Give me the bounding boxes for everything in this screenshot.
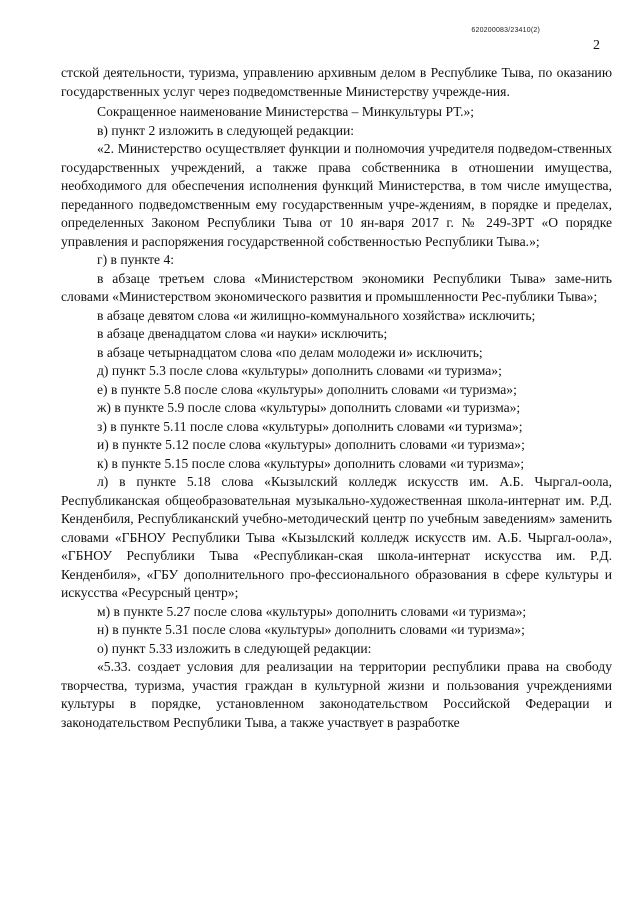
paragraph-abzac-12: в абзаце двенадцатом слова «и науки» исключить;: [97, 326, 388, 341]
paragraph-continuation: стской деятельности, туризма, управлению архивным делом в Республике Тыва, по оказанию государственных услуг через подведомственные Министерству учрежде-ния.: [61, 65, 612, 99]
paragraph-item-l: л) в пункте 5.18 слова «Кызылский колледж искусств им. А.Б. Чыргал-оола, Республиканская общеобразовательная музыкально-художественная школа-интернат им. Р.Д. Кенденбиля, Республиканский учебно-методический центр по учебным заведениям» заменить словами «ГБНОУ Республики Тыва «Кызылский колледж искусств им. А.Б. Чыргал-оола», «ГБНОУ Республики Тыва «Республикан-ская школа-интернат искусства им. Р.Д. Кенденбиля», «ГБУ дополнительного про-фессионального образования в сфере культуры и искусства «Ресурсный центр»;: [61, 474, 612, 600]
paragraph-item-n: н) в пункте 5.31 после слова «культуры» дополнить словами «и туризма»;: [97, 622, 525, 637]
paragraph-abzac-9: в абзаце девятом слова «и жилищно-коммунального хозяйства» исключить;: [97, 307, 536, 323]
paragraph-item-g: г) в пункте 4:: [97, 252, 175, 267]
paragraph-abzac-14: в абзаце четырнадцатом слова «по делам молодежи и» исключить;: [97, 344, 483, 360]
document-body: [61, 64, 612, 732]
paragraph-item-v: в) пункт 2 изложить в следующей редакции:: [97, 122, 355, 138]
page-number: 2: [593, 38, 600, 53]
paragraph-item-m: м) в пункте 5.27 после слова «культуры» дополнить словами «и туризма»;: [97, 603, 527, 619]
paragraph-abzac-3: в абзаце третьем слова «Министерством экономики Республики Тыва» заме-нить словами «Министерством экономического развития и промышленности Рес-публики Тыва»;: [61, 270, 612, 304]
paragraph-item-i: и) в пункте 5.12 после слова «культуры» дополнить словами «и туризма»;: [97, 437, 525, 452]
paragraph-item-k: к) в пункте 5.15 после слова «культуры» дополнить словами «и туризма»;: [97, 455, 525, 471]
paragraph-item-o: о) пункт 5.33 изложить в следующей редакции:: [97, 640, 372, 656]
document-code: 620200083/23410(2): [471, 27, 540, 34]
paragraph-item-e: е) в пункте 5.8 после слова «культуры» дополнить словами «и туризма»;: [97, 381, 517, 397]
paragraph-short-name: Сокращенное наименование Министерства – Минкультуры РТ.»;: [97, 104, 475, 119]
paragraph-item-z: з) в пункте 5.11 после слова «культуры» дополнить словами «и туризма»;: [97, 418, 523, 434]
paragraph-item-zh: ж) в пункте 5.9 после слова «культуры» дополнить словами «и туризма»;: [97, 400, 521, 415]
paragraph-item-2-text: «2. Министерство осуществляет функции и полномочия учредителя подведом-ственных государственных учреждений, а также права собственника в отношении имущества, необходимого для обеспечения исполнения функций Министерства, в том числе имущества, переданного подведомственным ему государственным учре-ждениям, в порядке и пределах, определенных Законом Республики Тыва от 10 ян-варя 2017 г. № 249-ЗРТ «О порядке управления и распоряжения государственной собственностью Республики Тыва.»;: [61, 141, 612, 249]
paragraph-item-5-33-text: «5.33. создает условия для реализации на территории республики права на свободу творчества, туризма, участия граждан в культурной жизни и пользования учреждениями культуры в порядке, установленном законодательством Российской Федерации и законодательством Республики Тыва, а также участвует в разработке: [61, 659, 612, 730]
paragraph-item-d: д) пункт 5.3 после слова «культуры» дополнить словами «и туризма»;: [97, 363, 502, 378]
